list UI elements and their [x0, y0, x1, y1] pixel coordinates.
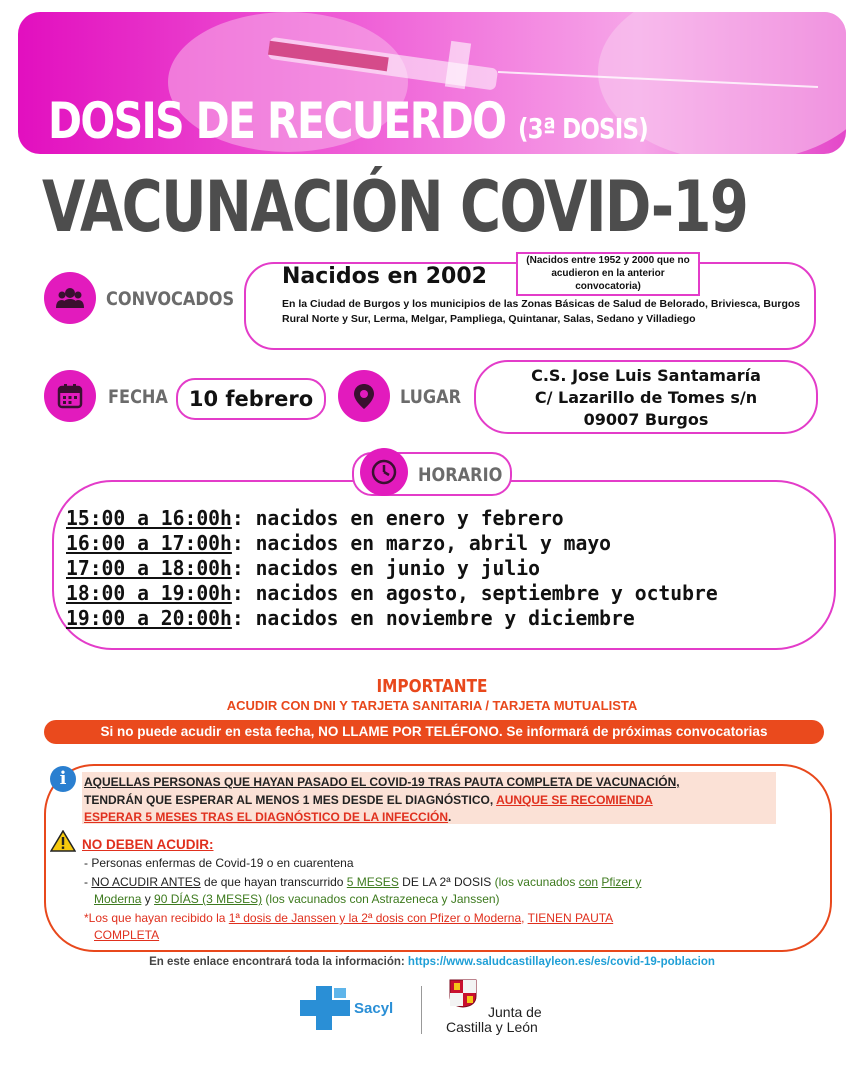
- horario-time: 15:00 a 16:00h: [66, 506, 232, 530]
- horario-pill: [352, 452, 512, 496]
- importante-bar: Si no puede acudir en esta fecha, NO LLAME POR TELÉFONO. Se informará de próximas convocatorias: [44, 720, 824, 744]
- text: con: [578, 875, 599, 889]
- text: ,: [521, 911, 528, 925]
- horario-time: 16:00 a 17:00h: [66, 531, 232, 555]
- lugar-line-2: C/ Lazarillo de Tomes s/n: [534, 388, 758, 407]
- noventa-dias: 90 DÍAS (3 MESES): [154, 892, 263, 906]
- info-line-3b: .: [448, 810, 452, 824]
- no-acudir-antes: NO ACUDIR ANTES: [91, 875, 201, 889]
- horario-row: [66, 531, 611, 555]
- info-link-line: [0, 956, 864, 968]
- warning-icon: [50, 830, 76, 852]
- no-deben-item-2: [84, 875, 641, 889]
- fecha-label: FECHA: [108, 386, 168, 408]
- calendar-icon: [44, 370, 96, 422]
- info-line-2b: AUNQUE SE RECOMIENDA: [496, 793, 653, 807]
- info-line-3: [84, 810, 451, 824]
- logo-divider: [421, 986, 422, 1034]
- clock-icon: [360, 448, 408, 496]
- banner-title-text: DOSIS DE RECUERDO: [48, 92, 506, 150]
- banner-title: [48, 92, 648, 150]
- info-line-2a: TENDRÁN QUE ESPERAR AL MENOS 1 MES DESDE EL DIAGNÓSTICO,: [84, 793, 497, 807]
- horario-time: 19:00 a 20:00h: [66, 606, 232, 630]
- main-title: VACUNACIÓN COVID-19: [42, 166, 748, 248]
- no-deben-item-3-cont: COMPLETA: [94, 928, 160, 942]
- sacyl-logo-text: Sacyl: [354, 1000, 394, 1017]
- horario-text: : nacidos en marzo, abril y mayo: [231, 531, 612, 555]
- text: DE LA 2ª DOSIS: [398, 875, 495, 889]
- info-line-1: AQUELLAS PERSONAS QUE HAYAN PASADO EL COVID-19 TRAS PAUTA COMPLETA DE VACUNACIÓN,: [84, 775, 680, 789]
- importante-subtitle: ACUDIR CON DNI Y TARJETA SANITARIA / TARJETA MUTUALISTA: [226, 698, 638, 713]
- horario-text: : nacidos en agosto, septiembre y octubre: [231, 581, 718, 605]
- text: y: [141, 892, 155, 906]
- text: (los vacunados con Astrazeneca y Janssen): [262, 892, 500, 906]
- link-label: En este enlace encontrará toda la información:: [149, 956, 408, 968]
- horario-text: : nacidos en noviembre y diciembre: [231, 606, 635, 630]
- convocados-description: En la Ciudad de Burgos y los municipios de las Zonas Básicas de Salud de Belorado, Briviesca, Burgos Rural Norte y Sur, Lerma, Melgar, Pampliega, Quintanar, Salas, Sedano y Villadiego: [282, 298, 801, 325]
- jcyl-logo-line-1: Junta de: [488, 1004, 542, 1020]
- text: (los vacunados: [494, 875, 579, 889]
- location-pin-icon: [338, 370, 390, 422]
- no-deben-item-3: [84, 911, 613, 925]
- jcyl-shield-icon: [448, 978, 478, 1008]
- janssen-pfizer: 1ª dosis de Janssen y la 2ª dosis con Pfizer o Moderna: [228, 911, 522, 925]
- importante-title: IMPORTANTE: [376, 676, 488, 697]
- bullet: -: [84, 875, 92, 889]
- text: de que hayan transcurrido: [200, 875, 347, 889]
- asterisk: *: [84, 911, 89, 925]
- sacyl-cross-icon: [300, 986, 350, 1030]
- cinco-meses: 5 MESES: [346, 875, 399, 889]
- horario-row: [66, 606, 635, 630]
- horario-text: : nacidos en junio y julio: [231, 556, 540, 580]
- jcyl-logo-line-2: Castilla y León: [446, 1019, 538, 1035]
- text: Los que hayan recibido la: [88, 911, 229, 925]
- horario-row: [66, 581, 718, 605]
- no-deben-item-2-cont: [94, 892, 500, 906]
- people-icon: [44, 272, 96, 324]
- horario-time: 17:00 a 18:00h: [66, 556, 232, 580]
- convocados-label: CONVOCADOS: [106, 288, 235, 310]
- info-link[interactable]: https://www.saludcastillayleon.es/es/covid-19-poblacion: [407, 956, 715, 968]
- tienen-pauta: TIENEN PAUTA: [527, 911, 614, 925]
- convocados-title: Nacidos en 2002: [282, 264, 487, 289]
- moderna: Moderna: [94, 892, 142, 906]
- lugar-line-3: 09007 Burgos: [583, 410, 709, 429]
- horario-text: : nacidos en enero y febrero: [231, 506, 564, 530]
- no-deben-item-1: - Personas enfermas de Covid-19 o en cuarentena: [84, 856, 354, 870]
- horario-row: [66, 556, 540, 580]
- lugar-label: LUGAR: [400, 386, 462, 408]
- info-line-3a: ESPERAR 5 MESES TRAS EL DIAGNÓSTICO DE LA INFECCIÓN: [84, 810, 449, 824]
- lugar-line-1: C.S. Jose Luis Santamaría: [531, 366, 761, 385]
- banner-subtitle: (3ª DOSIS): [517, 112, 648, 145]
- lugar-box: [474, 360, 818, 434]
- info-icon: i: [50, 766, 76, 792]
- info-line-2: [84, 793, 653, 807]
- pfizer: Pfizer y: [601, 875, 642, 889]
- horario-label: HORARIO: [418, 464, 503, 486]
- horario-row: [66, 506, 564, 530]
- convocados-note: (Nacidos entre 1952 y 2000 que no acudieron en la anterior convocatoria): [516, 252, 700, 296]
- no-deben-acudir-title: NO DEBEN ACUDIR:: [82, 837, 214, 852]
- fecha-value: 10 febrero: [176, 378, 326, 420]
- horario-time: 18:00 a 19:00h: [66, 581, 232, 605]
